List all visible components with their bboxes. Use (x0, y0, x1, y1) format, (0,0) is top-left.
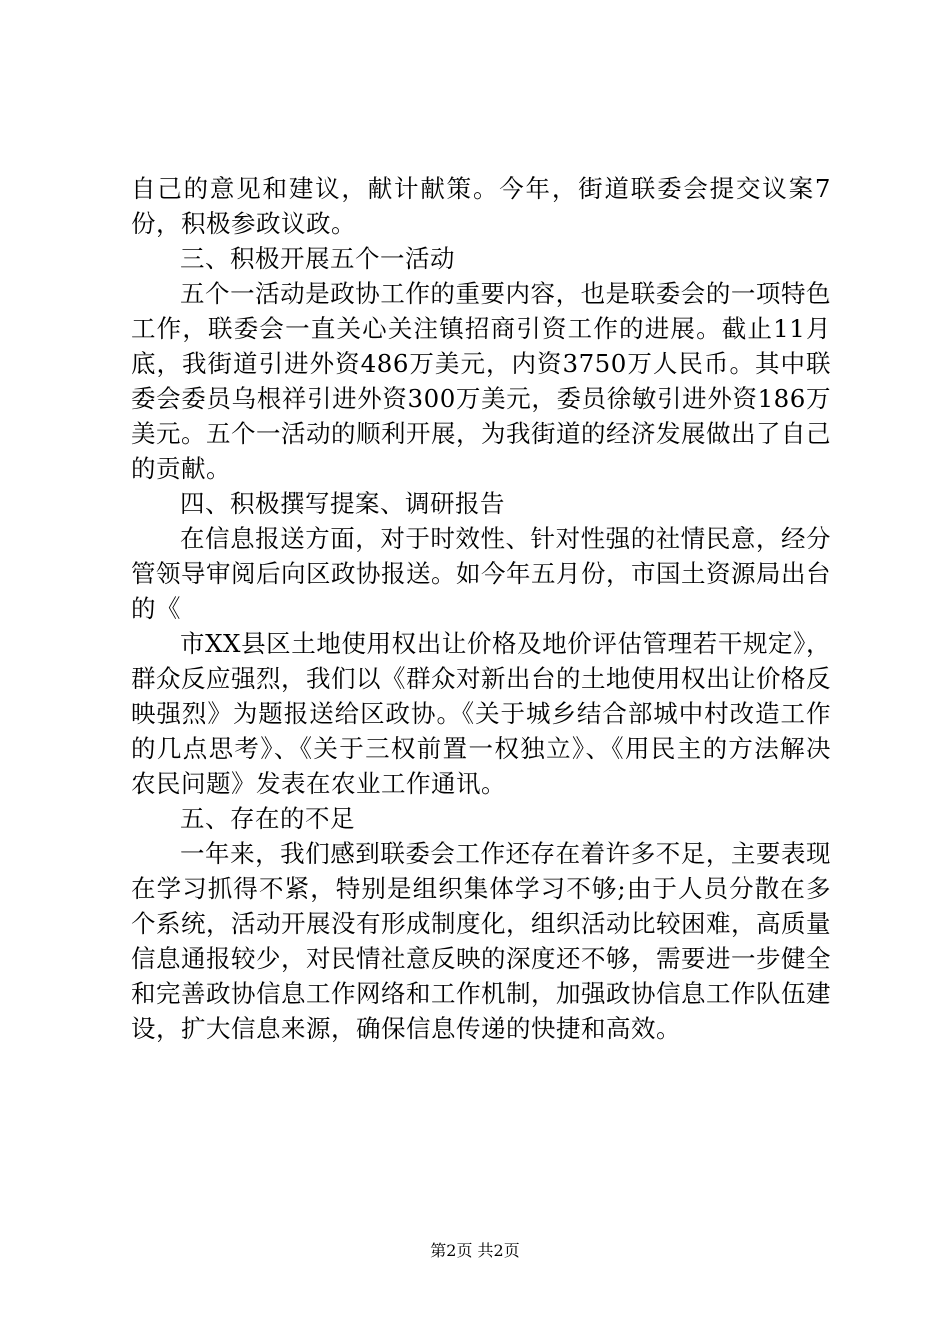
page-number-footer: 第2页 共2页 (430, 1241, 520, 1260)
section-heading-5: 五、存在的不足 (180, 804, 355, 833)
document-body (131, 171, 831, 1046)
paragraph-shortcomings: 一年来，我们感到联委会工作还存在着许多不足，主要表现在学习抓得不紧，特别是组织集体学习不够;由于人员分散在多个系统，活动开展没有形成制度化，组织活动比较困难，高质量信息通报较少，对民情社意反映的深度还不够，需要进一步健全和完善政协信息工作网络和工作机制，加强政协信息工作队伍建设，扩大信息来源，确保信息传递的快捷和高效。 (131, 839, 831, 1043)
section-heading-4: 四、积极撰写提案、调研报告 (180, 489, 505, 518)
paragraph-continuation: 自己的意见和建议，献计献策。今年，街道联委会提交议案7份，积极参政议政。 (131, 174, 831, 238)
paragraph-activities: 五个一活动是政协工作的重要内容，也是联委会的一项特色工作，联委会一直关心关注镇招商引资工作的进展。截止11月底，我街道引进外资486万美元，内资3750万人民币。其中联委会委员乌根祥引进外资300万美元，委员徐敏引进外资186万美元。五个一活动的顺利开展，为我街道的经济发展做出了自己的贡献。 (131, 279, 831, 483)
paragraph-reporting-cont: 市XX县区土地使用权出让价格及地价评估管理若干规定》，群众反应强烈，我们以《群众对新出台的土地使用权出让价格反映强烈》为题报送给区政协。《关于城乡结合部城中村改造工作的几点思考》、《关于三权前置一权独立》、《用民主的方法解决农民问题》发表在农业工作通讯。 (131, 629, 831, 798)
paragraph-reporting: 在信息报送方面，对于时效性、针对性强的社情民意，经分管领导审阅后向区政协报送。如今年五月份，市国土资源局出台的《 (131, 524, 831, 623)
section-heading-3: 三、积极开展五个一活动 (180, 244, 455, 273)
